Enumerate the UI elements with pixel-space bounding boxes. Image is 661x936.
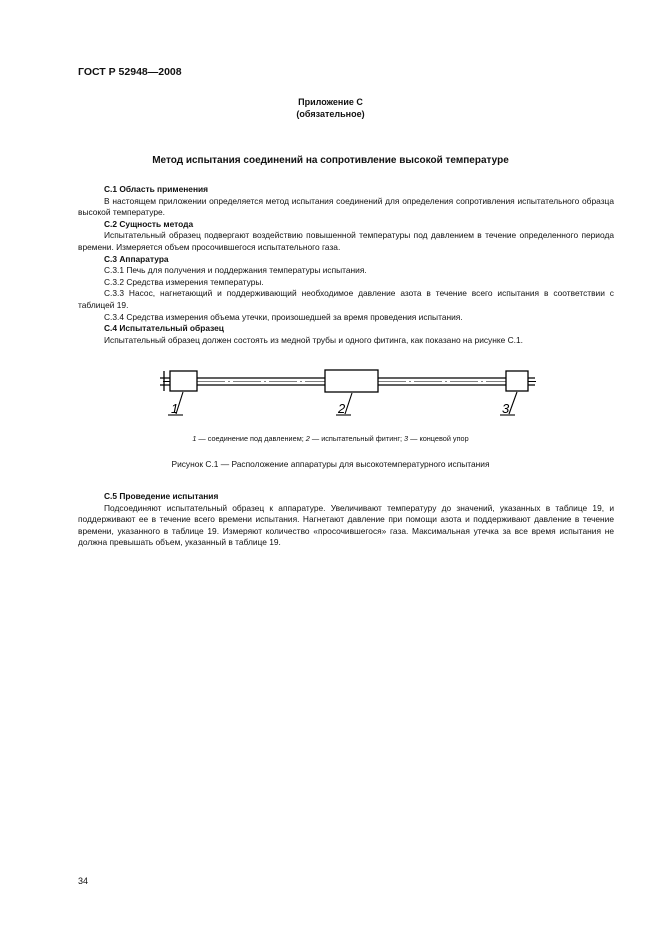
legend-text-2: — испытательный фитинг;: [309, 434, 405, 443]
section-c1-heading: С.1 Область применения: [104, 184, 209, 194]
section-c31-text: С.3.1 Печь для получения и поддержания температуры испытания.: [104, 265, 367, 276]
figure-legend: [0, 434, 661, 443]
legend-num-2: 2: [305, 434, 310, 443]
leader-line-3: [509, 392, 517, 414]
section-c5-text: Подсоединяют испытательный образец к аппаратуре. Увеличивают температуру до значений, указанных в таблице 19, и поддерживают ее в течение всего времени испытания. Нагнетают давление при помощи азота и поддерживают давление в течение времени, указанного в таблице 19. Измеряют количество «просочившегося» газа. Максимальная утечка за все время испытания не должна превышать объем, указанный в таблице 19.: [78, 502, 614, 548]
legend-num-1: 1: [192, 434, 197, 443]
document-header: ГОСТ Р 52948—2008: [78, 66, 182, 78]
appendix-status: (обязательное): [296, 109, 365, 119]
callout-1: 1: [171, 401, 179, 416]
section-c2-heading: С.2 Сущность метода: [104, 218, 194, 229]
section-c3-heading: С.3 Аппаратура: [104, 253, 169, 264]
section-c4-text: Испытательный образец должен состоять из медной трубы и одного фитинга, как показано на рисунке С.1.: [104, 334, 523, 345]
end-stop-box: [506, 371, 528, 391]
legend-num-3: 3: [404, 434, 409, 443]
figure-caption: Рисунок С.1 — Расположение аппаратуры для высокотемпературного испытания: [171, 459, 490, 469]
section-c5-heading: С.5 Проведение испытания: [104, 491, 219, 501]
body-bottom: [78, 491, 614, 549]
section-c4-heading: С.4 Испытательный образец: [104, 323, 224, 334]
legend-text-3: — концевой упор: [408, 434, 469, 443]
callout-3: 3: [502, 401, 510, 416]
appendix-title: Метод испытания соединений на сопротивление высокой температуре: [152, 155, 509, 166]
section-c1-text: В настоящем приложении определяется метод испытания соединений для определения сопротивления испытательного образца высокой температуре.: [78, 195, 614, 218]
section-c2-text: Испытательный образец подвергают воздействию повышенной температуры под давлением в течение определенного периода времени. Измеряется объем просочившегося испытательного газа.: [78, 230, 614, 252]
legend-text-1: — соединение под давлением;: [196, 434, 306, 443]
pressure-connection-box: [170, 371, 197, 391]
page-number: 34: [78, 876, 89, 886]
appendix-label: Приложение С: [298, 97, 363, 107]
callout-2: 2: [338, 401, 346, 416]
leader-line-2: [345, 393, 352, 414]
section-c34-text: С.3.4 Средства измерения объема утечки, произошедшей за время проведения испытания.: [104, 311, 463, 322]
section-c33-text: С.3.3 Насос, нагнетающий и поддерживающий необходимое давление азота в течение всего испытания в соответствии с таблицей 19.: [78, 288, 614, 310]
section-c32-text: С.3.2 Средства измерения температуры.: [104, 276, 264, 287]
test-fitting-box: [325, 370, 378, 392]
